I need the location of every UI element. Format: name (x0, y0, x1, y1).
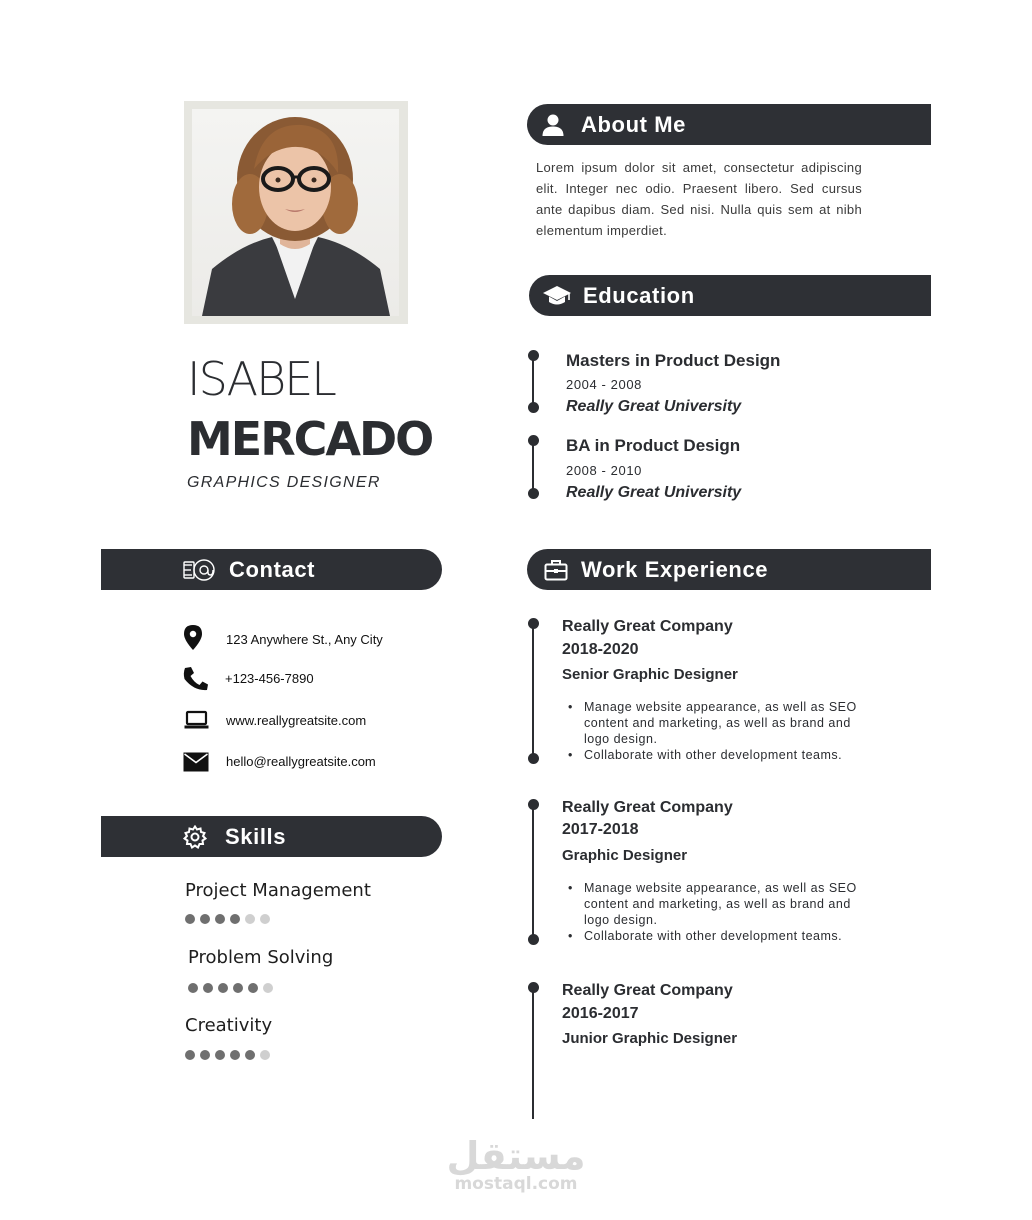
work-heading: Work Experience (581, 556, 769, 582)
skill-level-dots (185, 914, 270, 924)
work-role: Graphic Designer (562, 847, 688, 864)
contact-address: 123 Anywhere St., Any City (226, 632, 383, 647)
about-header (527, 104, 931, 145)
timeline-dot (528, 799, 539, 810)
skill-dot-filled (230, 914, 240, 924)
work-header (527, 549, 931, 590)
skill-dot-empty (263, 983, 273, 993)
graduation-cap-icon (542, 284, 572, 308)
education-header (529, 275, 931, 316)
portrait-illustration (192, 109, 399, 316)
skill-dot-filled (233, 983, 243, 993)
education-school: Really Great University (566, 484, 742, 501)
work-company: Really Great Company (562, 982, 733, 999)
timeline-dot (528, 934, 539, 945)
education-degree: BA in Product Design (566, 436, 741, 455)
contact-phone: +123-456-7890 (225, 671, 314, 686)
user-icon (541, 113, 565, 137)
skills-heading: Skills (225, 823, 287, 849)
skill-dot-filled (230, 1050, 240, 1060)
contact-website: www.reallygreatsite.com (226, 713, 367, 728)
about-heading: About Me (581, 111, 687, 137)
timeline-dot (528, 435, 539, 446)
skill-dot-filled (188, 983, 198, 993)
at-sign-icon (183, 557, 217, 583)
work-company: Really Great Company (562, 799, 733, 816)
last-name: MERCADO (187, 412, 433, 466)
skill-dot-filled (203, 983, 213, 993)
skill-dot-empty (260, 1050, 270, 1060)
work-timeline-line (532, 987, 534, 1119)
skill-dot-filled (200, 1050, 210, 1060)
skill-dot-filled (185, 1050, 195, 1060)
skill-dot-filled (248, 983, 258, 993)
education-degree: Masters in Product Design (566, 351, 781, 370)
skill-dot-filled (200, 914, 210, 924)
contact-email: hello@reallygreatsite.com (226, 754, 376, 769)
briefcase-icon (544, 559, 568, 581)
education-school: Really Great University (566, 398, 742, 415)
timeline-dot (528, 753, 539, 764)
education-years: 2004 - 2008 (566, 377, 642, 392)
work-years: 2017-2018 (562, 821, 639, 838)
work-years: 2018-2020 (562, 641, 639, 658)
skill-dot-filled (245, 1050, 255, 1060)
gear-icon (183, 825, 207, 849)
skill-name: Creativity (185, 1015, 273, 1036)
education-timeline-line (532, 355, 534, 408)
skills-header (101, 816, 442, 857)
location-pin-icon (183, 625, 203, 650)
work-role: Junior Graphic Designer (562, 1030, 738, 1047)
job-title: GRAPHICS DESIGNER (187, 474, 381, 491)
education-heading: Education (583, 282, 695, 308)
work-bullets (562, 699, 872, 763)
skill-name: Problem Solving (188, 947, 334, 968)
skill-dot-filled (215, 914, 225, 924)
work-role: Senior Graphic Designer (562, 666, 738, 683)
watermark-arabic: مستقل (446, 1134, 586, 1178)
work-bullets (562, 880, 872, 944)
laptop-icon (184, 710, 209, 730)
work-company: Really Great Company (562, 618, 733, 635)
education-years: 2008 - 2010 (566, 463, 642, 478)
skill-dot-empty (260, 914, 270, 924)
skill-level-dots (188, 983, 273, 993)
envelope-icon (183, 752, 209, 772)
skill-dot-filled (185, 914, 195, 924)
work-bullet: • Collaborate with other development teams. (562, 747, 872, 763)
contact-header (101, 549, 442, 590)
profile-photo-frame (184, 101, 408, 324)
skill-name: Project Management (185, 880, 371, 901)
watermark-link[interactable]: mostaql.com (454, 1174, 578, 1194)
skill-dot-filled (218, 983, 228, 993)
timeline-dot (528, 982, 539, 993)
timeline-dot (528, 618, 539, 629)
skill-dot-empty (245, 914, 255, 924)
work-years: 2016-2017 (562, 1005, 639, 1022)
profile-photo (192, 109, 399, 316)
work-bullet: • Manage website appearance, as well as SEO content and marketing, as well as brand and logo design. (562, 699, 872, 747)
phone-icon (183, 666, 209, 691)
contact-heading: Contact (229, 556, 316, 582)
education-timeline-line (532, 440, 534, 494)
about-text: Lorem ipsum dolor sit amet, consectetur adipiscing elit. Integer nec odio. Praesent libero. Sed cursus ante dapibus diam. Sed nisi. Nulla quis sem at nibh elementum imperdiet. (536, 160, 862, 238)
work-timeline-line (532, 623, 534, 759)
timeline-dot (528, 350, 539, 361)
timeline-dot (528, 488, 539, 499)
work-bullet: • Manage website appearance, as well as SEO content and marketing, as well as brand and logo design. (562, 880, 872, 928)
skill-dot-filled (215, 1050, 225, 1060)
work-bullet: • Collaborate with other development teams. (562, 928, 872, 944)
first-name: ISABEL (187, 352, 335, 406)
skill-level-dots (185, 1050, 270, 1060)
work-timeline-line (532, 804, 534, 940)
timeline-dot (528, 402, 539, 413)
